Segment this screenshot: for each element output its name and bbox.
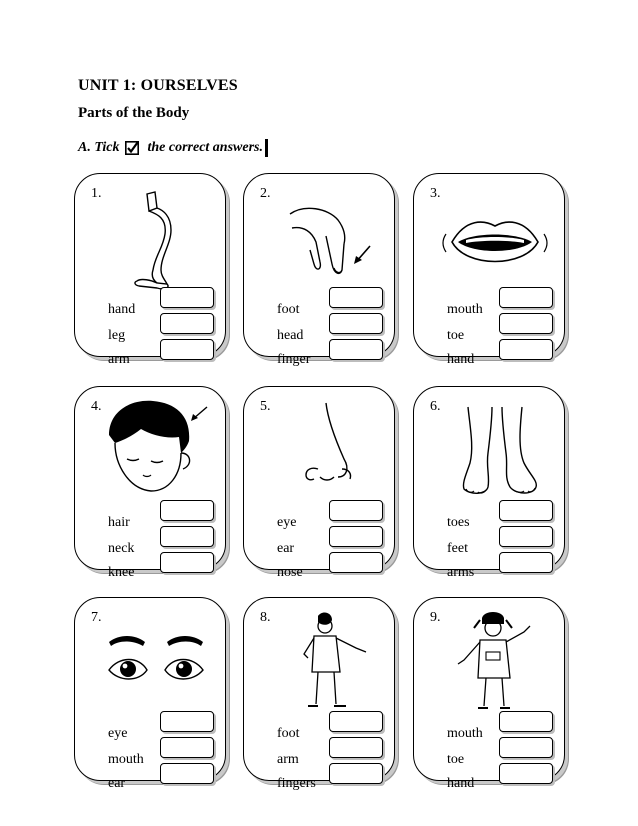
option-label: toe <box>447 328 465 343</box>
answer-checkbox[interactable] <box>329 711 383 732</box>
unit-title: UNIT 1: OURSELVES <box>78 77 238 94</box>
answer-checkbox[interactable] <box>499 711 553 732</box>
question-number: 4. <box>91 399 102 414</box>
option-label: feet <box>447 541 468 556</box>
option-label: ear <box>108 776 126 791</box>
option-label: nose <box>277 565 303 580</box>
answer-checkbox[interactable] <box>160 526 214 547</box>
answer-checkbox[interactable] <box>499 763 553 784</box>
question-card-8 <box>243 597 395 791</box>
option-label: arm <box>108 352 130 367</box>
answer-checkbox[interactable] <box>499 737 553 758</box>
answer-checkbox[interactable] <box>160 500 214 521</box>
text-cursor-icon <box>265 139 268 157</box>
answer-checkbox[interactable] <box>329 287 383 308</box>
option-label: toes <box>447 515 470 530</box>
answer-checkbox[interactable] <box>499 500 553 521</box>
question-card-7 <box>74 597 226 791</box>
instruction-prefix: A. Tick <box>78 140 120 155</box>
question-card-4 <box>74 386 226 580</box>
option-label: eye <box>277 515 297 530</box>
answer-checkbox[interactable] <box>160 313 214 334</box>
option-label: fingers <box>277 776 316 791</box>
answer-checkbox[interactable] <box>499 339 553 360</box>
nose-drawing-icon <box>270 397 380 507</box>
answer-checkbox[interactable] <box>329 500 383 521</box>
question-number: 3. <box>430 186 441 201</box>
question-number: 6. <box>430 399 441 414</box>
option-label: hand <box>447 352 475 367</box>
section-subtitle: Parts of the Body <box>78 105 190 121</box>
answer-checkbox[interactable] <box>160 339 214 360</box>
boy-hair-drawing-icon <box>101 397 211 507</box>
answer-checkbox[interactable] <box>160 711 214 732</box>
question-number: 9. <box>430 610 441 625</box>
question-card-5 <box>243 386 395 580</box>
question-number: 7. <box>91 610 102 625</box>
answer-checkbox[interactable] <box>499 552 553 573</box>
question-number: 2. <box>260 186 271 201</box>
girl-waving-drawing-icon <box>440 608 550 718</box>
answer-checkbox[interactable] <box>329 552 383 573</box>
answer-checkbox[interactable] <box>329 339 383 360</box>
answer-checkbox[interactable] <box>499 313 553 334</box>
option-label: hair <box>108 515 130 530</box>
instruction <box>78 139 268 157</box>
hand-finger-drawing-icon <box>270 184 380 294</box>
question-card-2 <box>243 173 395 367</box>
answer-checkbox[interactable] <box>329 313 383 334</box>
option-label: mouth <box>447 302 483 317</box>
answer-checkbox[interactable] <box>329 526 383 547</box>
option-label: knee <box>108 565 135 580</box>
eyes-drawing-icon <box>101 608 211 718</box>
answer-checkbox[interactable] <box>160 552 214 573</box>
option-label: finger <box>277 352 311 367</box>
option-label: arm <box>277 752 299 767</box>
feet-drawing-icon <box>440 397 550 507</box>
option-label: toe <box>447 752 465 767</box>
answer-checkbox[interactable] <box>160 287 214 308</box>
option-label: eye <box>108 726 128 741</box>
answer-checkbox[interactable] <box>329 737 383 758</box>
option-label: foot <box>277 302 300 317</box>
answer-checkbox[interactable] <box>160 763 214 784</box>
question-card-6 <box>413 386 565 580</box>
leg-drawing-icon <box>101 184 211 294</box>
option-label: ear <box>277 541 295 556</box>
mouth-drawing-icon <box>440 184 550 294</box>
answer-checkbox[interactable] <box>499 526 553 547</box>
option-label: neck <box>108 541 135 556</box>
question-card-9 <box>413 597 565 791</box>
question-number: 5. <box>260 399 271 414</box>
question-number: 8. <box>260 610 271 625</box>
option-label: leg <box>108 328 126 343</box>
option-label: arms <box>447 565 475 580</box>
question-card-3 <box>413 173 565 367</box>
instruction-suffix: the correct answers. <box>147 140 263 155</box>
option-label: mouth <box>108 752 144 767</box>
option-label: hand <box>447 776 475 791</box>
option-label: mouth <box>447 726 483 741</box>
answer-checkbox[interactable] <box>499 287 553 308</box>
question-number: 1. <box>91 186 102 201</box>
boy-pointing-drawing-icon <box>270 608 380 718</box>
answer-checkbox[interactable] <box>329 763 383 784</box>
question-card-1 <box>74 173 226 367</box>
option-label: foot <box>277 726 300 741</box>
option-label: head <box>277 328 304 343</box>
option-label: hand <box>108 302 136 317</box>
answer-checkbox[interactable] <box>160 737 214 758</box>
checkbox-tick-icon <box>125 141 139 155</box>
